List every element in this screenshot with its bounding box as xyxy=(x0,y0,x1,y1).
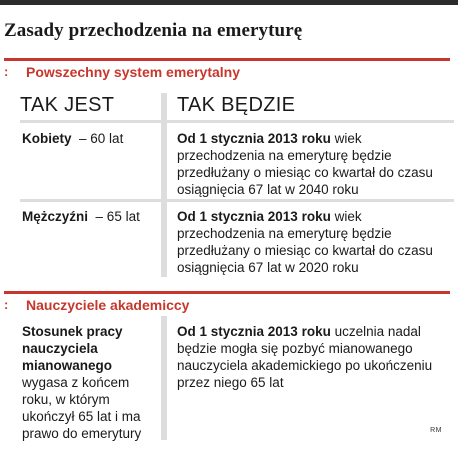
section-marker-icon: : xyxy=(4,297,9,312)
row-women-right xyxy=(177,130,449,198)
section-marker-icon: : xyxy=(4,64,9,79)
header-rule-left xyxy=(20,120,161,123)
contract-phrase: Stosunek pracy nauczyciela mianowanego xyxy=(22,324,123,373)
row-men-right xyxy=(177,208,449,276)
date-phrase: Od 1 stycznia 2013 roku xyxy=(177,131,331,146)
row-rule-left xyxy=(20,199,161,202)
column-header-now: TAK JEST xyxy=(20,94,115,116)
top-rule xyxy=(0,0,458,5)
date-phrase: Od 1 stycznia 2013 roku xyxy=(177,209,331,224)
section-heading: Nauczyciele akademiccy xyxy=(26,297,190,313)
academics-now xyxy=(22,323,157,442)
section-rule xyxy=(4,291,450,294)
date-phrase: Od 1 stycznia 2013 roku xyxy=(177,324,331,339)
contract-description: wygasa z końcem roku, w którym ukończył 65 lat i ma prawo do emerytury xyxy=(22,375,142,441)
section-rule xyxy=(4,58,450,61)
column-header-future: TAK BĘDZIE xyxy=(177,94,296,116)
section-heading: Powszechny system emerytalny xyxy=(26,64,240,80)
row-women-left xyxy=(22,130,157,147)
retirement-age: – 65 lat xyxy=(95,209,140,224)
row-men-left xyxy=(22,208,157,225)
row-rule-right xyxy=(167,199,454,202)
page-title: Zasady przechodzenia na emeryturę xyxy=(4,20,303,41)
rule-description: wiek przechodzenia na emeryturę będzie przedłużany o miesiąc co kwartał do czasu osiągnięcia 67 lat w 2020 roku xyxy=(177,209,433,275)
group-label: Kobiety xyxy=(22,131,72,146)
retirement-age: – 60 lat xyxy=(79,131,124,146)
group-label: Mężczyźni xyxy=(22,209,89,224)
rule-description: wiek przechodzenia na emeryturę będzie przedłużany o miesiąc co kwartał do czasu osiągnięcia 67 lat w 2040 roku xyxy=(177,131,433,197)
academics-future xyxy=(177,323,449,391)
column-divider xyxy=(161,316,167,440)
author-credit: RM xyxy=(430,427,442,434)
rule-description: uczelnia nadal będzie mogła się pozbyć mianowanego nauczyciela akademickiego po ukończeniu przez niego 65 lat xyxy=(177,324,433,390)
header-rule-right xyxy=(167,120,454,123)
